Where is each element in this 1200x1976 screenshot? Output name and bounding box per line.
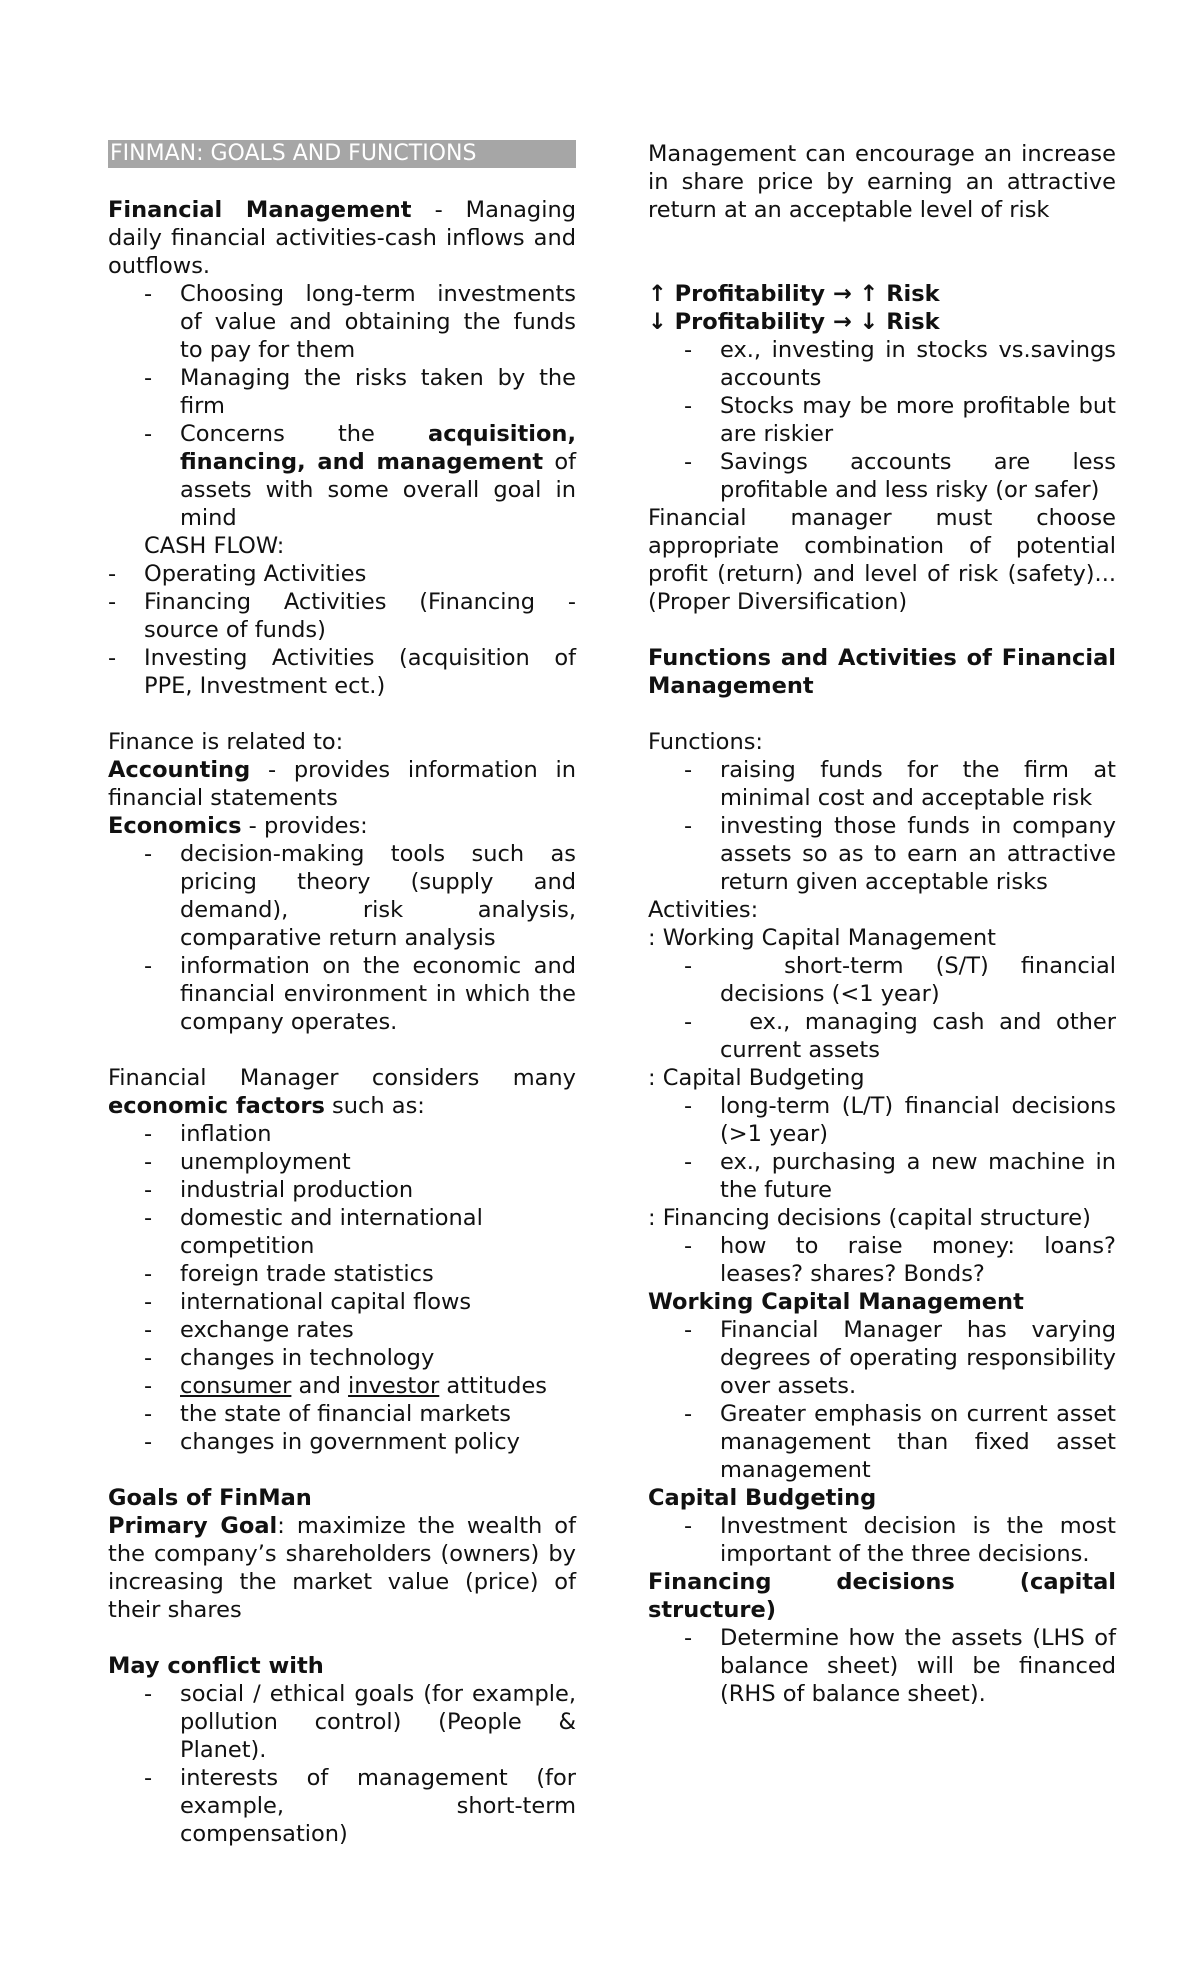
list-item: - Financing Activities (Financing - source of funds) [72, 588, 576, 644]
management-encourage-text: Management can encourage an increase in share price by earning an attractive return at an acceptable level of risk [648, 141, 1116, 223]
primary-goal: Primary Goal: maximize the wealth of the company’s shareholders (owners) by increasing the market value (price) of their shares [108, 1513, 576, 1623]
list-item: - foreign trade statistics [108, 1260, 576, 1288]
right-column [648, 140, 1124, 1708]
cash-flow-label: CASH FLOW: [144, 533, 285, 559]
list-item: - Determine how the assets (LHS of balance sheet) will be financed (RHS of balance sheet). [648, 1624, 1116, 1708]
fd-label: : Financing decisions (capital structure) [648, 1205, 1091, 1231]
left-column [108, 140, 576, 1848]
list-item: - Operating Activities [72, 560, 576, 588]
list-item: - the state of financial markets [108, 1400, 576, 1428]
list-item: - Managing the risks taken by the firm [108, 364, 576, 420]
economics-definition: Economics - provides: [108, 813, 368, 839]
fd-heading: Financing decisions (capital structure) [648, 1569, 1116, 1623]
document-title: FINMAN: GOALS AND FUNCTIONS [108, 140, 576, 168]
wcm-label: : Working Capital Management [648, 925, 996, 951]
list-item: - investing those funds in company assets so as to earn an attractive return given acceptable risks [648, 812, 1116, 896]
list-item: - industrial production [108, 1176, 576, 1204]
conflict-heading: May conflict with [108, 1653, 324, 1679]
functions-list [648, 756, 1116, 896]
list-item: - social / ethical goals (for example, pollution control) (People & Planet). [108, 1680, 576, 1764]
list-item: - exchange rates [108, 1316, 576, 1344]
list-item: - international capital flows [108, 1288, 576, 1316]
fd-list [648, 1232, 1116, 1288]
list-item: - changes in technology [108, 1344, 576, 1372]
list-item: - ex., managing cash and other current assets [648, 1008, 1116, 1064]
risk-down-line: ↓ Profitability → ↓ Risk [648, 309, 940, 335]
list-item: - consumer and investor attitudes [108, 1372, 576, 1400]
list-item: - Investment decision is the most important of the three decisions. [648, 1512, 1116, 1568]
list-item: - Greater emphasis on current asset management than fixed asset management [648, 1400, 1116, 1484]
choose-combination-text: Financial manager must choose appropriate combination of potential profit (return) and level of risk (safety)... (Proper Diversification) [648, 505, 1116, 615]
list-item: - interests of management (for example, short-term compensation) [108, 1764, 576, 1848]
list-item: - short-term (S/T) financial decisions (<1 year) [648, 952, 1116, 1008]
wcm-heading-list [648, 1316, 1116, 1484]
list-item: - Savings accounts are less profitable and less risky (or safer) [648, 448, 1116, 504]
list-item: - Financial Manager has varying degrees of operating responsibility over assets. [648, 1316, 1116, 1400]
financial-management-points [108, 280, 576, 532]
economics-list [108, 840, 576, 1036]
list-item: - Concerns the acquisition, financing, and management of assets with some overall goal in mind [108, 420, 576, 532]
functions-heading: Functions and Activities of Financial Management [648, 645, 1116, 699]
list-item: - unemployment [108, 1148, 576, 1176]
list-item: - inflation [108, 1120, 576, 1148]
list-item: - Stocks may be more profitable but are riskier [648, 392, 1116, 448]
risk-list [648, 336, 1116, 504]
fd-heading-list [648, 1624, 1116, 1708]
cb-label: : Capital Budgeting [648, 1065, 865, 1091]
list-item: - changes in government policy [108, 1428, 576, 1456]
list-item: - domestic and international competition [108, 1204, 576, 1260]
accounting-definition: Accounting - provides information in financial statements [108, 757, 576, 811]
conflict-list [108, 1680, 576, 1848]
list-item: - raising funds for the firm at minimal cost and acceptable risk [648, 756, 1116, 812]
list-item: - Investing Activities (acquisition of PPE, Investment ect.) [72, 644, 576, 700]
wcm-heading: Working Capital Management [648, 1289, 1024, 1315]
cb-list [648, 1092, 1116, 1204]
goals-heading: Goals of FinMan [108, 1485, 312, 1511]
economic-factors-list [108, 1120, 576, 1456]
finance-related-intro: Finance is related to: [108, 729, 344, 755]
list-item: - ex., purchasing a new machine in the future [648, 1148, 1116, 1204]
cb-heading-list [648, 1512, 1116, 1568]
activities-label: Activities: [648, 897, 759, 923]
wcm-list [648, 952, 1124, 1064]
risk-up-line: ↑ Profitability → ↑ Risk [648, 281, 940, 307]
functions-label: Functions: [648, 729, 764, 755]
list-item: - ex., investing in stocks vs.savings accounts [648, 336, 1116, 392]
list-item: - information on the economic and financial environment in which the company operates. [108, 952, 576, 1036]
list-item: - how to raise money: loans? leases? shares? Bonds? [648, 1232, 1116, 1288]
financial-management-term: Financial Management [108, 197, 412, 223]
economic-factors-intro: Financial Manager considers many economic factors such as: [108, 1065, 576, 1119]
list-item: - decision-making tools such as pricing theory (supply and demand), risk analysis, comparative return analysis [108, 840, 576, 952]
list-item: - long-term (L/T) financial decisions (>1 year) [648, 1092, 1116, 1148]
cb-heading: Capital Budgeting [648, 1485, 877, 1511]
financial-management-definition: Financial Management - Managing daily financial activities-cash inflows and outflows. [108, 197, 577, 279]
cash-flow-list [72, 560, 576, 700]
list-item: - Choosing long-term investments of value and obtaining the funds to pay for them [108, 280, 576, 364]
